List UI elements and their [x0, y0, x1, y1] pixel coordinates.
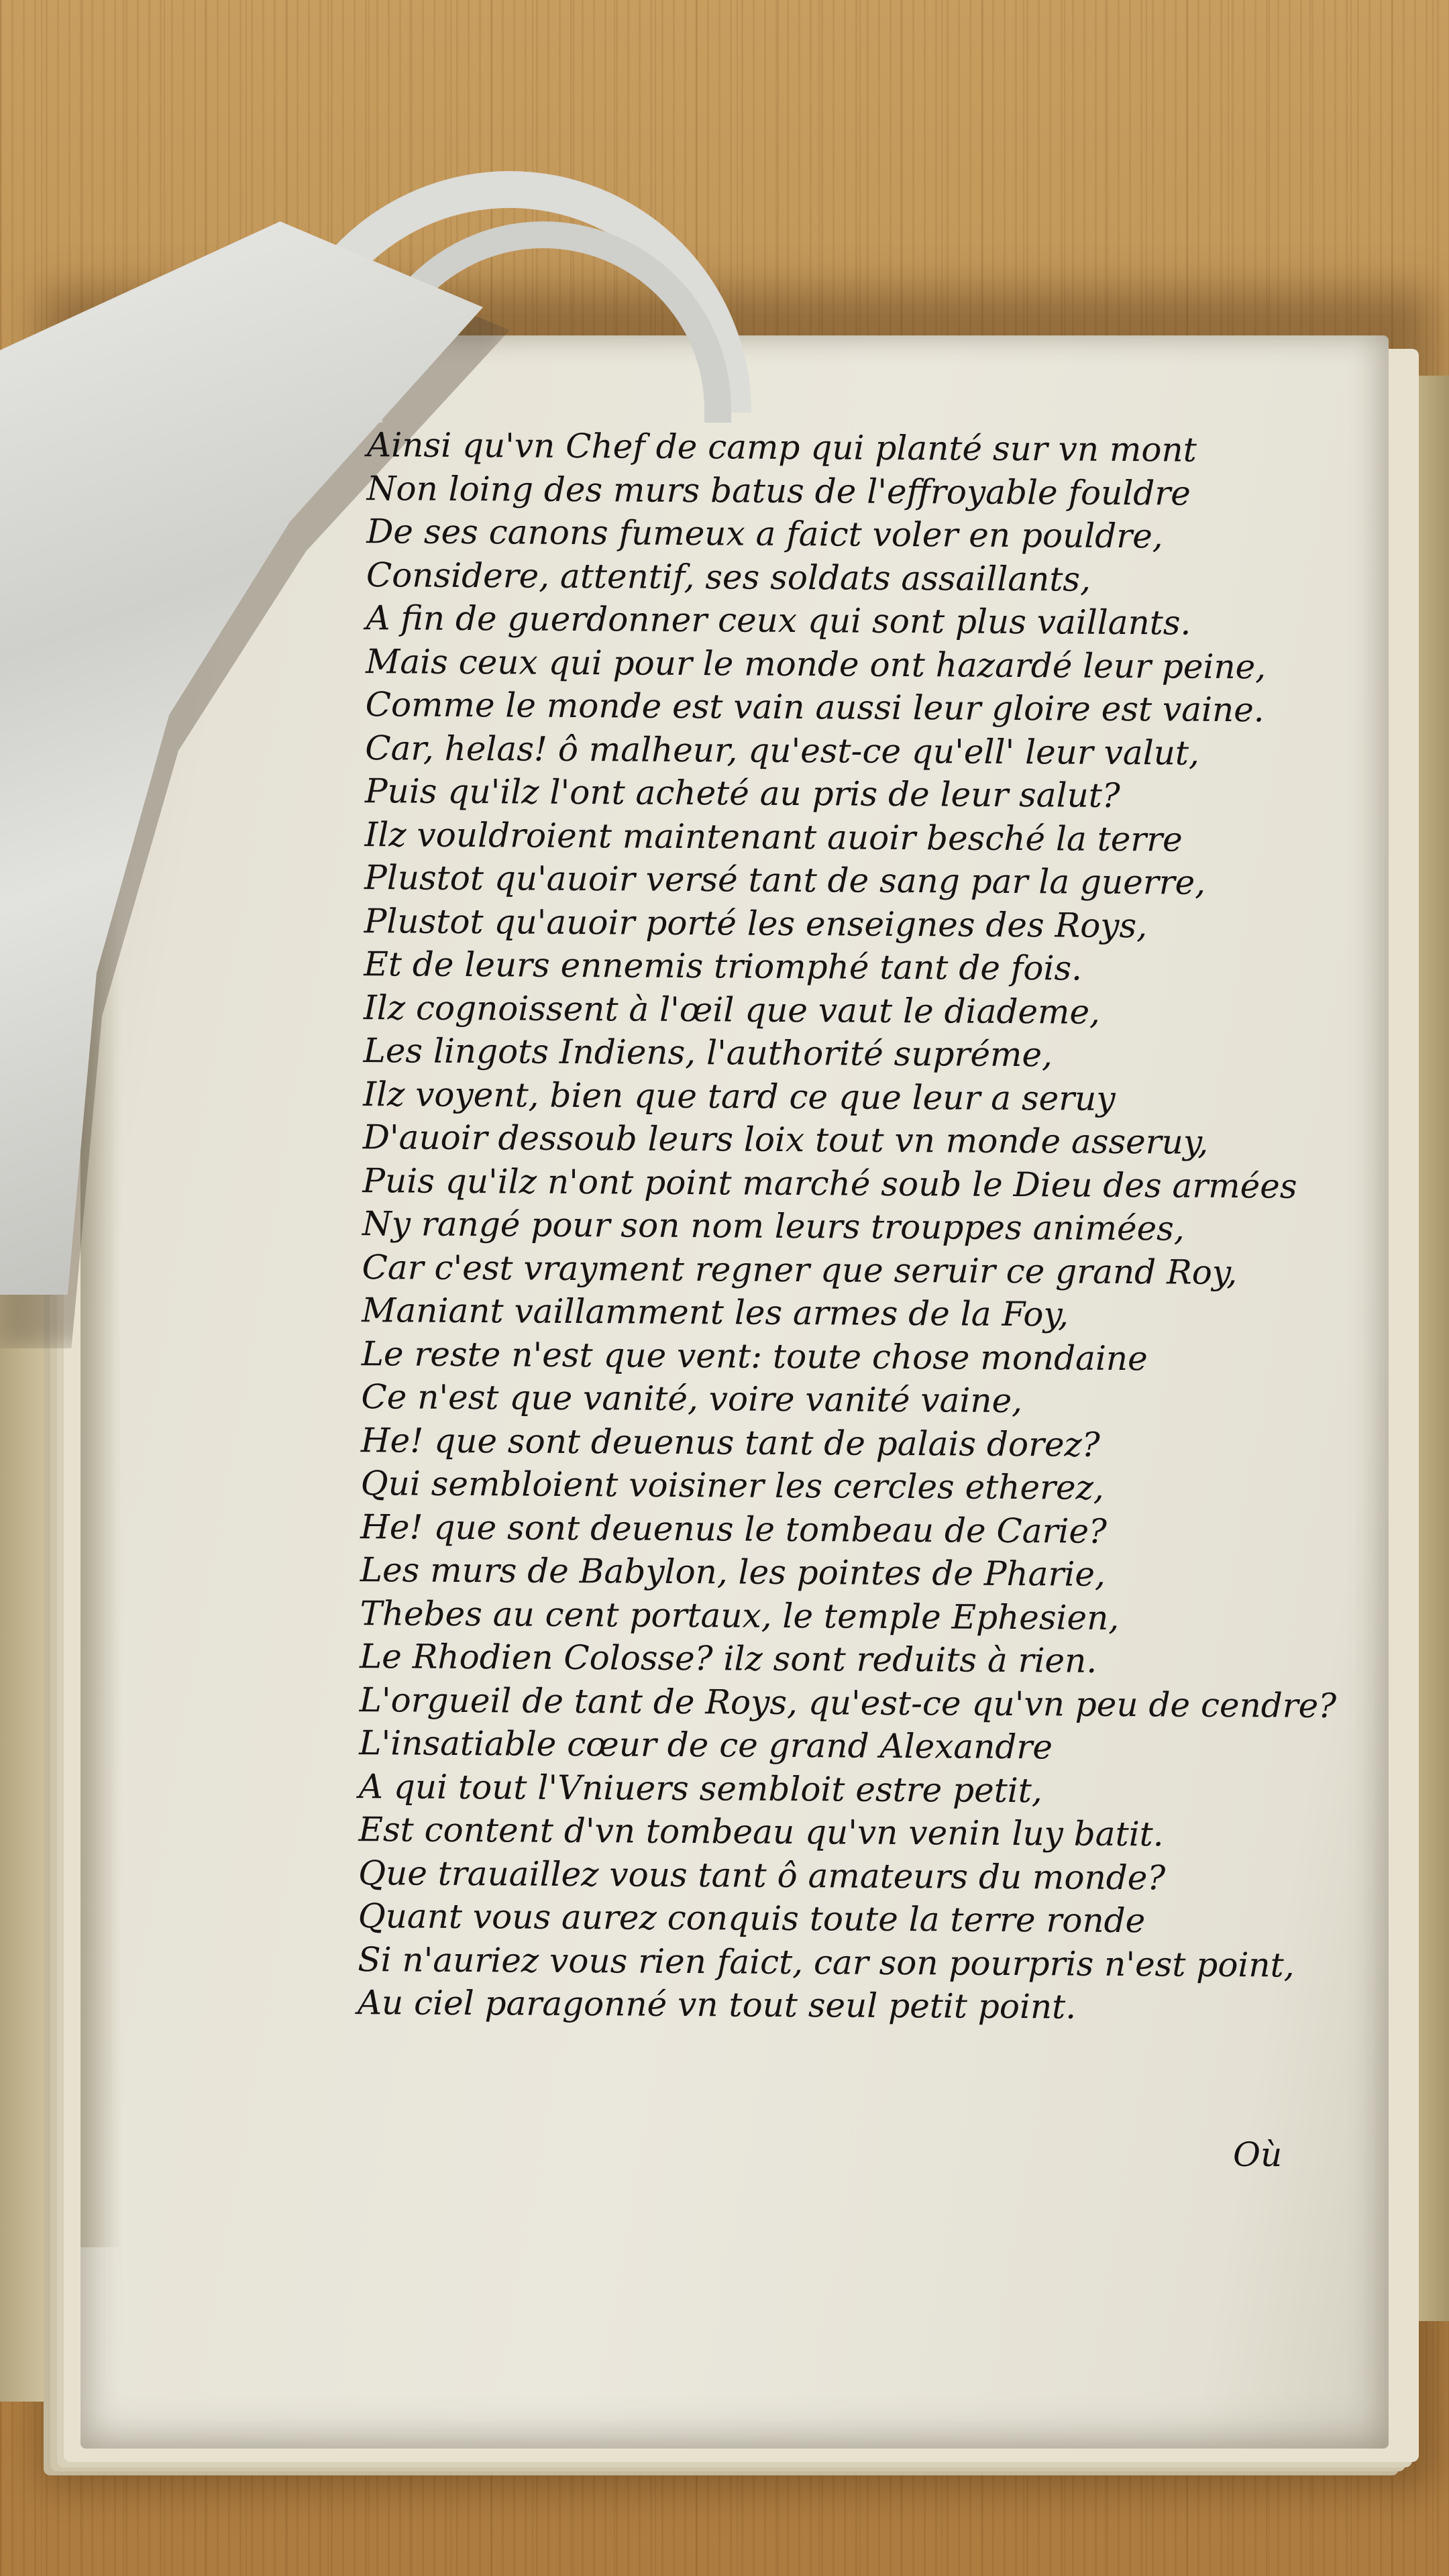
verse-line: Puis qu'ilz l'ont acheté au pris de leur salut? [364, 771, 1120, 815]
verse-line: Thebes au cent portaux, le temple Ephesien, [360, 1593, 1120, 1638]
verse-line: Considere, attentif, ses soldats assaillants, [366, 555, 1091, 599]
verse-line: Et de leurs ennemis triomphé tant de fois. [364, 945, 1083, 988]
verse-line: Les murs de Babylon, les pointes de Pharie, [360, 1550, 1106, 1594]
verse-line: Non loing des murs batus de l'effroyable fouldre [366, 468, 1191, 513]
verse-line: Ainsi qu'vn Chef de camp qui planté sur vn mont [366, 425, 1197, 470]
verse-line: Ilz vouldroient maintenant auoir besché la terre [364, 814, 1183, 859]
verse-line: Quant vous aurez conquis toute la terre ronde [358, 1896, 1146, 1941]
verse-line: Plustot qu'auoir porté les enseignes des Roys, [364, 901, 1148, 945]
verse-line: A qui tout l'Vniuers sembloit estre petit, [358, 1766, 1042, 1810]
catchword: Où [1233, 2135, 1283, 2174]
verse-line: Ny rangé pour son nom leurs trouppes animées, [362, 1204, 1185, 1248]
verse-line: Ilz voyent, bien que tard ce que leur a seruy [363, 1074, 1116, 1118]
verse-line: Si n'auriez vous rien faict, car son pourpris n'est point, [358, 1939, 1295, 1985]
verse-line: Le Rhodien Colosse? ilz sont reduits à rien. [359, 1637, 1097, 1680]
verse-line: Les lingots Indiens, l'authorité supréme, [363, 1031, 1053, 1075]
verse-line: He! que sont deuenus le tombeau de Carie? [360, 1507, 1108, 1551]
verse-line: Car c'est vrayment regner que seruir ce grand Roy, [362, 1247, 1238, 1292]
verse-text [357, 423, 1337, 2029]
verse-line: De ses canons fumeux a faict voler en pouldre, [366, 512, 1163, 556]
verse-line: A fin de guerdonner ceux qui sont plus vaillants. [366, 598, 1191, 643]
verse-line: L'insatiable cœur de ce grand Alexandre [359, 1723, 1053, 1767]
verse-line: Comme le monde est vain aussi leur gloire est vaine. [365, 685, 1265, 730]
verse-line: Plustot qu'auoir versé tant de sang par la guerre, [364, 858, 1206, 902]
verse-line: Mais ceux qui pour le monde ont hazardé leur peine, [365, 641, 1267, 686]
verse-line: D'auoir dessoub leurs loix tout vn monde asseruy, [362, 1118, 1209, 1162]
verse-line: Ce n'est que vanité, voire vanité vaine, [361, 1377, 1023, 1421]
verse-line: Puis qu'ilz n'ont point marché soub le Dieu des armées [362, 1161, 1297, 1206]
verse-line: Car, helas! ô malheur, qu'est-ce qu'ell' leur valut, [365, 728, 1200, 773]
verse-line: Qui sembloient voisiner les cercles etherez, [360, 1464, 1104, 1507]
verse-line: Que trauaillez vous tant ô amateurs du monde? [358, 1853, 1166, 1897]
verse-line: Au ciel paragonné vn tout seul petit point. [357, 1983, 1077, 2027]
verse-line: Est content d'vn tombeau qu'vn venin luy batit. [358, 1810, 1164, 1854]
verse-line: Maniant vaillamment les armes de la Foy, [362, 1291, 1069, 1334]
verse-line: Ilz cognoissent à l'œil que vaut le diademe, [363, 987, 1101, 1032]
verse-line: He! que sont deuenus tant de palais dorez? [360, 1420, 1100, 1464]
verse-line: L'orgueil de tant de Roys, qu'est-ce qu'vn peu de cendre? [359, 1680, 1337, 1725]
verse-line: Le reste n'est que vent: toute chose mondaine [361, 1334, 1148, 1378]
